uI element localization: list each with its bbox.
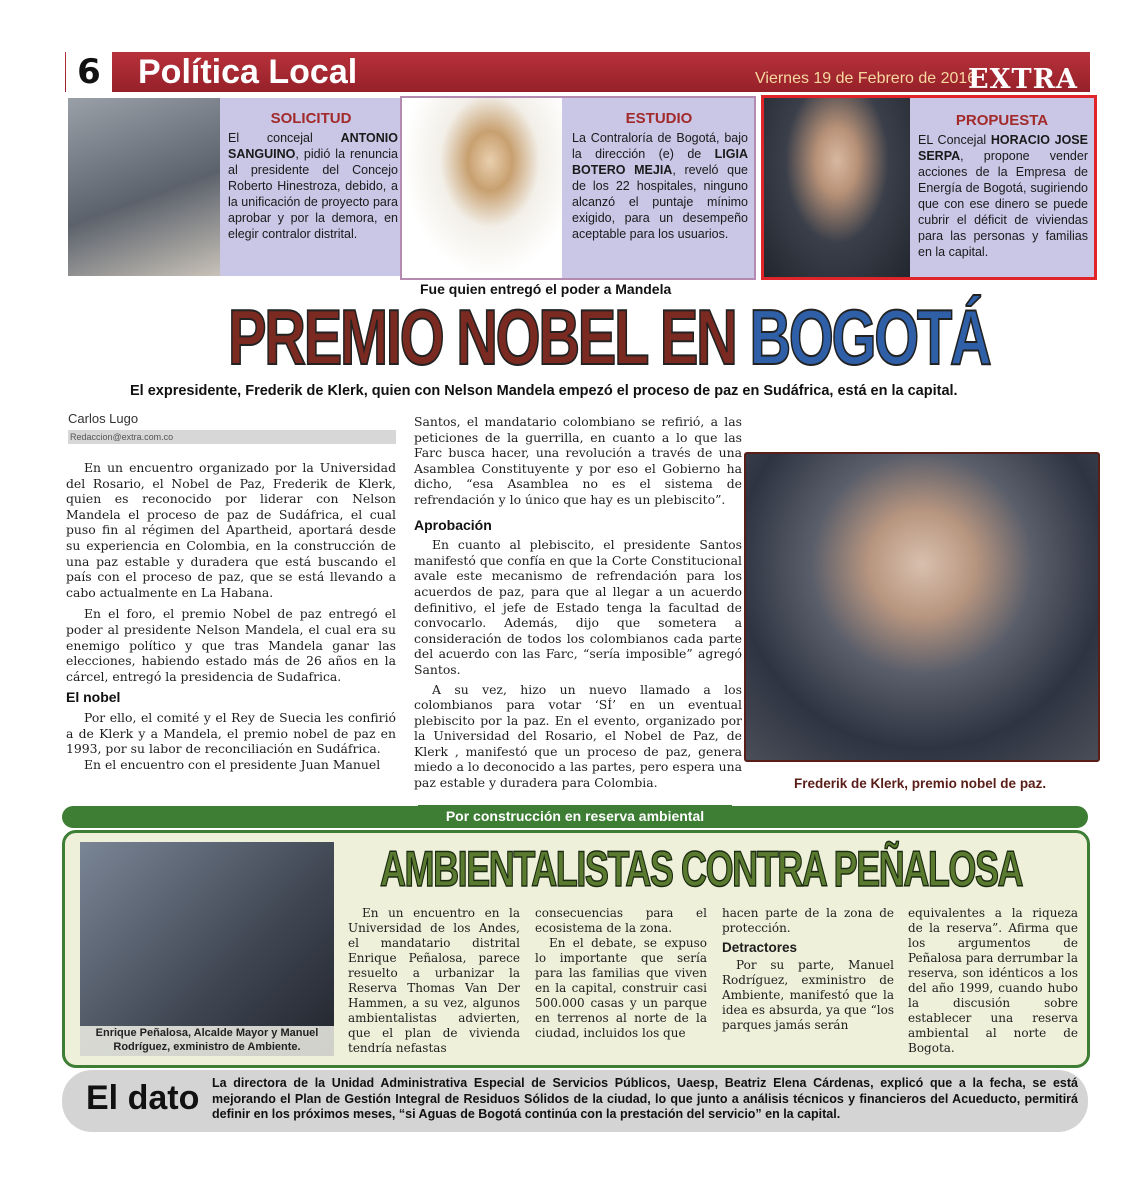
subheading: Detractores: [722, 940, 798, 955]
article-headline: PREMIO NOBEL EN BOGOTÁ: [228, 293, 990, 381]
article-deck: El expresidente, Frederik de Klerk, quien con Nelson Mandela empezó el proceso de paz en Sudáfrica, está en la capital.: [130, 383, 958, 399]
page-number: 6: [66, 52, 112, 92]
subheading: El nobel: [66, 689, 121, 706]
teaser-photo-serpa: [764, 98, 910, 277]
paragraph: En el foro, el premio Nobel de paz entregó el poder al presidente Nelson Mandela, el cual era su enemigo político y que tras Mandela ganar las elecciones, habiendo estado más de 26 años en la cárcel, entregó la presidencia de Sudafrica.: [66, 606, 396, 684]
teaser-text: EL Concejal HORACIO JOSE SERPA, propone vender acciones de la Empresa de Energía de Bogotá, sugiriendo que con ese dinero se puede cubrir el déficit de viviendas para las personas y familias en la capital.: [918, 133, 1088, 259]
teaser-solicitud: [68, 98, 400, 276]
teaser-title: ESTUDIO: [625, 110, 693, 127]
environment-column-1: [348, 906, 520, 1056]
paragraph: En un encuentro organizado por la Universidad del Rosario, el Nobel de Paz, Frederik de Klerk, quien es reconocido por liderar con Nelson Mandela el proceso de paz de Sudáfrica, el cual puso fin al régimen del Apartheid, aportará desde su experiencia en Colombia, en la construcción de una paz estable y duradera que está buscando el país con el proceso de paz, que se está llevando a cabo actualmente en La Habana.: [66, 460, 396, 600]
paragraph: En el encuentro con el presidente Juan Manuel: [84, 756, 381, 772]
paragraph: A su vez, hizo un nuevo llamado a los colombianos para votar ‘SÍ’ en un eventual plebiscito por la paz. En el evento, organizado por la Universidad del Rosario, el Nobel de Paz, de Klerk , manifestó que un proceso de paz, genera miedo a lo deconocido a las partes, pero espera una paz estable y duradera para Colombia.: [414, 681, 742, 791]
teaser-photo-botero: [402, 98, 562, 278]
el-dato-text: La directora de la Unidad Administrativa Especial de Servicios Públicos, Uaesp, Beatriz Elena Cárdenas, explicó que a la fecha, se está mejorando el Plan de Gestión Integral de Residuos Sólidos de la ciudad, lo que junto a análisis técnicos y financieros del Acueducto, permitirá definir en los próximos meses, “si Aguas de Bogotá continúa con la prestación del servicio” en la capital.: [212, 1076, 1078, 1121]
paragraph: Santos, el mandatario colombiano se refirió, a las peticiones de la guerrilla, en cuanto a lo que las Farc busca hacer, una revolución a través de una Asamblea Constituyente y por eso el Gobierno ha dicho, “esa Asamblea no es el sistema de refrendación y lo único que hay es un plebiscito”.: [414, 414, 742, 507]
paragraph: hacen parte de la zona de protección.: [722, 906, 894, 935]
issue-date: Viernes 19 de Febrero de 2016: [755, 70, 977, 87]
teaser-text: La Contraloría de Bogotá, bajo la dirección (e) de LIGIA BOTERO MEJIA, reveló que de los 22 hospitales, ninguno alcanzó el puntaje mínimo exigido, para un desempeño aceptable para los usuarios.: [572, 131, 748, 241]
newspaper-logo: EXTRA: [968, 64, 1079, 95]
photo-caption: Frederik de Klerk, premio nobel de paz.: [794, 776, 1047, 791]
environment-column-3: [722, 906, 894, 1033]
paragraph: consecuencias para el ecosistema de la zona.: [535, 906, 707, 935]
paragraph: Por su parte, Manuel Rodríguez, exministro de Ambiente, manifestó que la idea es absurda, ya que “los parques jamás serán: [722, 958, 894, 1032]
article-column-1: [66, 460, 396, 772]
paragraph: En un encuentro en la Universidad de los Andes, el mandatario distrital Enrique Peñalosa, parece resuelto a urbanizar la Reserva Thomas Van Der Hammen, a su vez, algunos ambientalistas advierten, que el plan de vivienda tendría nefastas: [348, 906, 520, 1055]
paragraph: equivalentes a la riqueza de la reserva”. Afirma que los argumentos de Peñalosa para derrumbar la reserva, son idénticos a los del año 1999, cuando hubo la discusión sobre establecer una reserva ambiental al norte de Bogota.: [908, 906, 1078, 1055]
environment-column-4: [908, 906, 1078, 1056]
photo-penalosa-rodriguez: [80, 842, 334, 1056]
section-title: Política Local: [138, 53, 358, 91]
article-column-2: [414, 414, 742, 791]
teaser-estudio: [400, 96, 756, 280]
photo-de-klerk: [744, 452, 1100, 762]
teaser-title: SOLICITUD: [270, 110, 352, 127]
teaser-text: El concejal ANTONIO SANGUINO, pidió la renuncia al presidente del Concejo Roberto Hinestroza, debido, a la unificación de proyecto para aprobar y por la demora, en elegir contralor distrital.: [228, 131, 398, 241]
teaser-photo-sanguino: [68, 98, 220, 276]
environment-kicker: Por construcción en reserva ambiental: [418, 805, 732, 827]
author-email: Redaccion@extra.com.co: [68, 430, 396, 444]
subheading: Aprobación: [414, 516, 492, 533]
environment-column-2: [535, 906, 707, 1041]
paragraph: En cuanto al plebiscito, el presidente Santos manifestó que confía en que la Corte Constitucional avale este mecanismo de refrendación para los acuerdos de paz, para que al llegar a un acuerdo definitivo, el jefe de Estado tenga la facultad de convocarlo. Además, dijo que sometera a consideración de todos los colombianos cada parte del acuerdo con las Farc, “sería imposible” agregó Santos.: [414, 537, 742, 677]
paragraph: En el debate, se expuso lo importante que sería para las familias que viven en la capital, construir casi 500.000 casas y un parque en terrenos al norte de la ciudad, incluidos los que: [535, 936, 707, 1040]
article-kicker: Fue quien entregó el poder a Mandela: [420, 281, 672, 297]
article-author: Carlos Lugo: [68, 411, 139, 426]
teaser-title: PROPUESTA: [955, 112, 1049, 129]
environment-headline: AMBIENTALISTAS CONTRA PEÑALOSA: [380, 841, 1023, 897]
paragraph: Por ello, el comité y el Rey de Suecia les confirió a de Klerk y a Mandela, el premio nobel de paz en 1993, por su labor de reconciliación en Sudáfrica.: [66, 709, 396, 757]
environment-photo-caption: Enrique Peñalosa, Alcalde Mayor y Manuel Rodríguez, exministro de Ambiente.: [80, 1026, 334, 1056]
el-dato-label: El dato: [86, 1079, 200, 1117]
teaser-propuesta: [761, 95, 1097, 280]
